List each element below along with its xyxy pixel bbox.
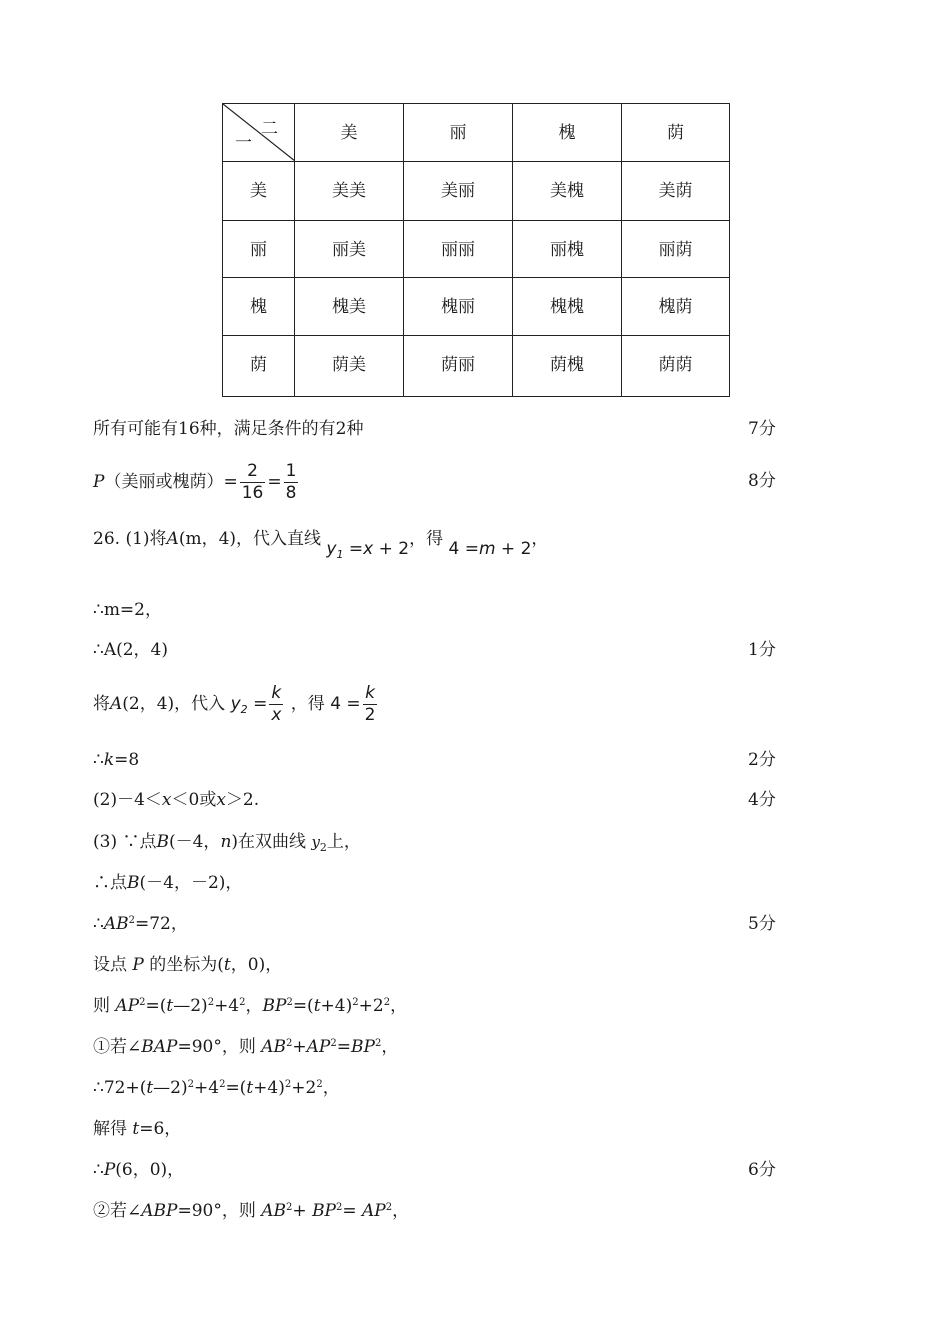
text: (2，4)，代入 bbox=[122, 693, 226, 714]
total-outcomes-line: 所有可能有16种，满足条件的有2种 bbox=[93, 419, 364, 439]
text: 上， bbox=[326, 832, 361, 852]
table-cell: 美槐 bbox=[513, 162, 622, 221]
solve-t: 解得 t=6， bbox=[93, 1119, 182, 1139]
table-cell: 荫丽 bbox=[404, 336, 513, 397]
probability-event: （美丽或槐荫） bbox=[104, 471, 224, 492]
score-mark: 6分 bbox=[748, 1160, 776, 1180]
fraction bbox=[240, 462, 266, 503]
table-cell: 丽丽 bbox=[404, 221, 513, 278]
corner-label-second: 二 bbox=[261, 119, 278, 139]
table-cell: 槐丽 bbox=[404, 278, 513, 336]
part-2-answer: (2)－4＜x＜0或x＞2. bbox=[93, 790, 260, 810]
table-cell: 荫槐 bbox=[513, 336, 622, 397]
col-header: 美 bbox=[295, 104, 404, 162]
fraction: $\frac{k}{x}$ bbox=[271, 683, 282, 725]
corner-cell bbox=[223, 104, 295, 162]
set-point-p: 设点 P 的坐标为(t，0)， bbox=[93, 955, 283, 975]
case-1-equation: $\therefore 72+(t—2)^2+4^2=(t+4)^2+2^2$， bbox=[93, 1078, 340, 1098]
table-cell: 美丽 bbox=[404, 162, 513, 221]
table-cell: 美荫 bbox=[622, 162, 730, 221]
row-header: 槐 bbox=[223, 278, 295, 336]
col-header: 槐 bbox=[513, 104, 622, 162]
table-cell: 美美 bbox=[295, 162, 404, 221]
case-1: ①若∠BAP=90°，则 $AB^2+AP^2=BP^2$， bbox=[93, 1037, 399, 1057]
row-header: 美 bbox=[223, 162, 295, 221]
numerator: 1 bbox=[285, 461, 297, 481]
point-b: ∴点B(－4，－2)， bbox=[93, 873, 243, 893]
denominator: 8 bbox=[285, 482, 297, 503]
substituted-equation: 4 =m + 2 bbox=[448, 539, 532, 559]
m-result: ∴m=2， bbox=[93, 600, 162, 620]
score-mark: 2分 bbox=[748, 750, 776, 770]
substitution-line: 将A(2，4)，代入 $y_2$ = $\frac{k}{x}$ ，得 4 = $\frac{k}{2}$ bbox=[93, 683, 376, 725]
table-cell: 丽荫 bbox=[622, 221, 730, 278]
point-p: ∴P(6，0)， bbox=[93, 1160, 185, 1180]
distance-formulas: 则 $AP^2=(t—2)^2+4^2$，$BP^2=(t+4)^2+2^2$， bbox=[93, 996, 408, 1016]
diagonal-line bbox=[223, 104, 295, 162]
table-cell: 丽美 bbox=[295, 221, 404, 278]
k-result: ∴k=8 bbox=[93, 750, 140, 770]
score-mark: 7分 bbox=[748, 419, 776, 439]
table-cell: 丽槐 bbox=[513, 221, 622, 278]
y2-symbol: $y_2$ bbox=[230, 693, 248, 716]
text: ，得 bbox=[290, 693, 325, 714]
score-mark: 1分 bbox=[748, 640, 776, 660]
ab-squared: $\therefore AB^2=72$， bbox=[93, 914, 188, 934]
fraction: $\frac{k}{2}$ bbox=[364, 683, 376, 725]
text: (m，4)，代入直线 bbox=[178, 529, 322, 549]
line-equation: $y_1 =x + 2$ bbox=[326, 539, 410, 561]
fraction bbox=[284, 462, 299, 503]
point-a: ∴A(2，4) bbox=[93, 640, 168, 660]
corner-label-first: 一 bbox=[235, 133, 252, 153]
text: 26. (1)将 bbox=[93, 529, 167, 549]
table-cell: 槐美 bbox=[295, 278, 404, 336]
text: 将 bbox=[93, 693, 110, 714]
part-3-line: (3) ∵点B(－4，n)在双曲线 $y_2$上， bbox=[93, 832, 361, 854]
table-cell: 槐槐 bbox=[513, 278, 622, 336]
text: (3) ∵点 bbox=[93, 832, 157, 852]
row-header: 丽 bbox=[223, 221, 295, 278]
question-26-line: 26. (1)将A(m，4)，代入直线 $y_1 =x + 2$，得 4 =m + 2， bbox=[93, 529, 549, 561]
case-2: ②若∠ABP=90°，则 $AB^2+ BP^2= AP^2$， bbox=[93, 1201, 410, 1221]
probability-line: P（美丽或槐荫）= $\frac{2}{16}$ = $\frac{1}{8}$ bbox=[93, 461, 297, 503]
score-mark: 4分 bbox=[748, 790, 776, 810]
row-header: 荫 bbox=[223, 336, 295, 397]
col-header: 荫 bbox=[622, 104, 730, 162]
score-mark: 8分 bbox=[748, 471, 776, 491]
col-header: 丽 bbox=[404, 104, 513, 162]
text: ，得 bbox=[409, 529, 444, 549]
table-cell: 荫美 bbox=[295, 336, 404, 397]
table-cell: 槐荫 bbox=[622, 278, 730, 336]
outcome-table bbox=[222, 103, 730, 397]
table-cell: 荫荫 bbox=[622, 336, 730, 397]
score-mark: 5分 bbox=[748, 914, 776, 934]
numerator: 2 bbox=[240, 462, 266, 483]
denominator: 16 bbox=[241, 482, 264, 503]
